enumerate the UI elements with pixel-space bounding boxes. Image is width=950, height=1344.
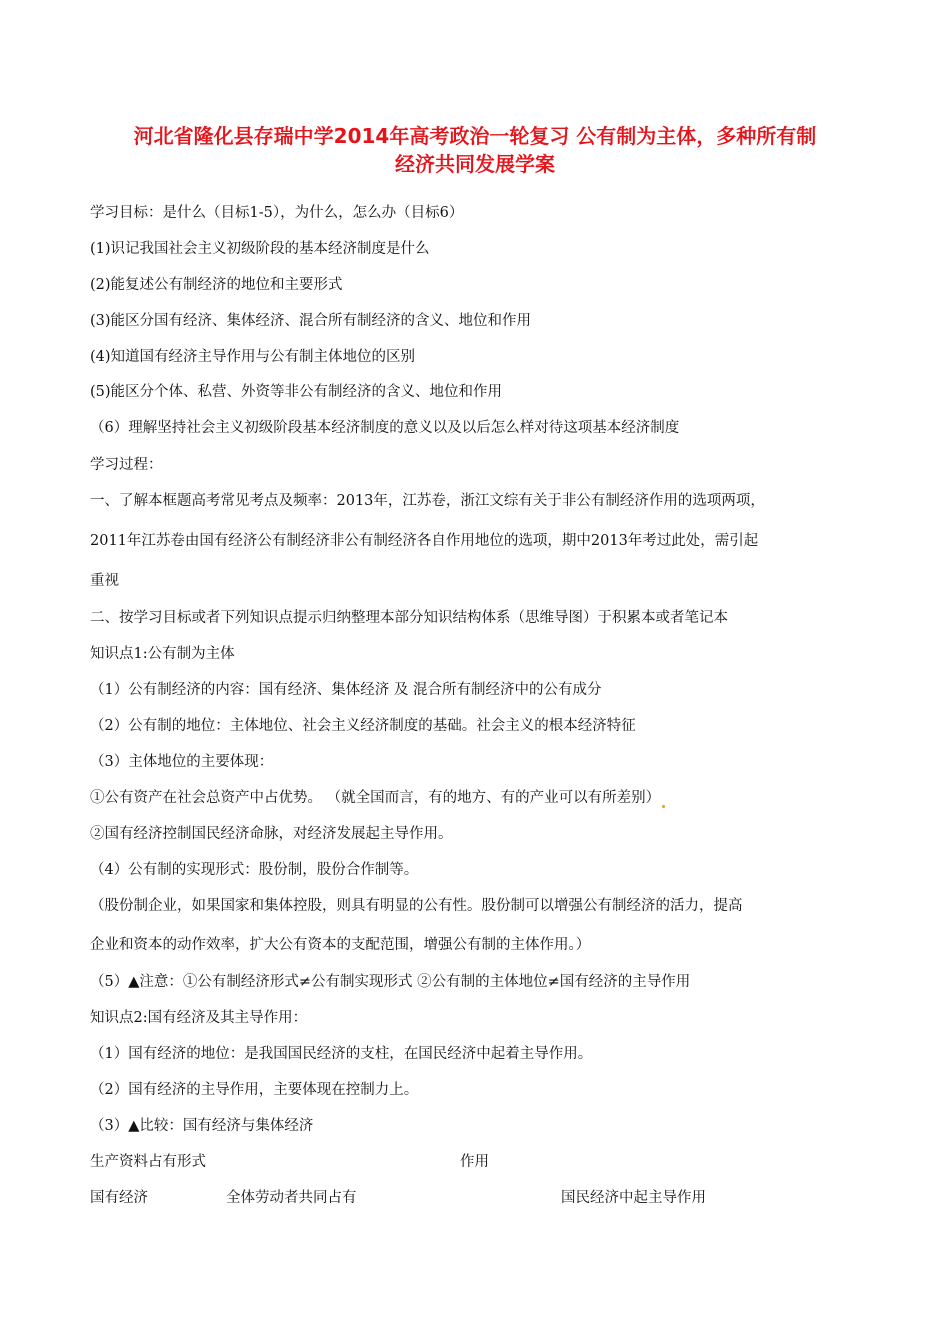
section-2-heading: 二、按学习目标或者下列知识点提示归纳整理本部分知识结构体系（思维导图）于积累本或者笔记本 [90,610,728,626]
kp2-item-2: （2）国有经济的主导作用，主要体现在控制力上。 [90,1082,419,1098]
kp1-item-4-note-line-2: 企业和资本的动作效率，扩大公有资本的支配范围，增强公有制的主体作用。） [90,937,591,953]
goal-4: (4)知道国有经济主导作用与公有制主体地位的区别 [90,349,416,365]
table-header-role: 作用 [460,1154,489,1170]
section-1-line-2: 2011年江苏卷由国有经济公有制经济非公有制经济各自作用地位的选项，期中2013年考过此处，需引起 [90,533,759,549]
kp1-item-4-note-line-1: （股份制企业，如果国家和集体控股，则具有明显的公有性。股份制可以增强公有制经济的活力，提高 [90,898,743,914]
kp1-item-3: （3）主体地位的主要体现： [90,754,274,770]
knowledge-point-2-heading: 知识点2:国有经济及其主导作用： [90,1010,308,1026]
table-row-ownership: 全体劳动者共同占有 [226,1190,357,1206]
kp1-item-3-point-1 [90,788,665,808]
kp1-item-5: （5）▲注意：①公有制经济形式≠公有制实现形式 ②公有制的主体地位≠国有经济的主导作用 [90,974,691,990]
document-title-line-2: 经济共同发展学案 [395,152,555,176]
goal-1: (1)识记我国社会主义初级阶段的基本经济制度是什么 [90,241,430,257]
section-1-line-3: 重视 [90,573,119,589]
goal-2: (2)能复述公有制经济的地位和主要形式 [90,277,343,293]
learning-goals-heading: 学习目标：是什么（目标1-5），为什么，怎么办（目标6） [90,205,464,221]
kp1-item-4: （4）公有制的实现形式：股份制，股份合作制等。 [90,862,419,878]
goal-6: （6）理解坚持社会主义初级阶段基本经济制度的意义以及以后怎么样对待这项基本经济制度 [90,420,680,436]
table-header-ownership: 生产资料占有形式 [90,1154,206,1170]
document-title-line-1: 河北省隆化县存瑞中学2014年高考政治一轮复习 公有制为主体，多种所有制 [133,124,817,148]
kp1-item-2: （2）公有制的地位：主体地位、社会主义经济制度的基础。社会主义的根本经济特征 [90,718,636,734]
table-row-role: 国民经济中起主导作用 [561,1190,706,1206]
kp1-item-1: （1）公有制经济的内容：国有经济、集体经济 及 混合所有制经济中的公有成分 [90,682,602,698]
section-1-line-1: 一、了解本框题高考常见考点及频率：2013年，江苏卷，浙江文综有关于非公有制经济作用的选项两项， [90,493,765,509]
decorative-dot [662,805,665,808]
knowledge-point-1-heading: 知识点1:公有制为主体 [90,646,235,662]
goal-3: (3)能区分国有经济、集体经济、混合所有制经济的含义、地位和作用 [90,313,532,329]
goal-5: (5)能区分个体、私营、外资等非公有制经济的含义、地位和作用 [90,384,503,400]
learning-process-heading: 学习过程： [90,457,163,473]
table-row-label: 国有经济 [90,1190,148,1206]
kp2-item-1: （1）国有经济的地位：是我国国民经济的支柱，在国民经济中起着主导作用。 [90,1046,593,1062]
kp1-item-3-point-2: ②国有经济控制国民经济命脉，对经济发展起主导作用。 [90,826,453,842]
kp2-item-3: （3）▲比较：国有经济与集体经济 [90,1118,314,1134]
kp1-item-3-point-1-text: ①公有资产在社会总资产中占优势。 （就全国而言，有的地方、有的产业可以有所差别） [90,790,661,806]
